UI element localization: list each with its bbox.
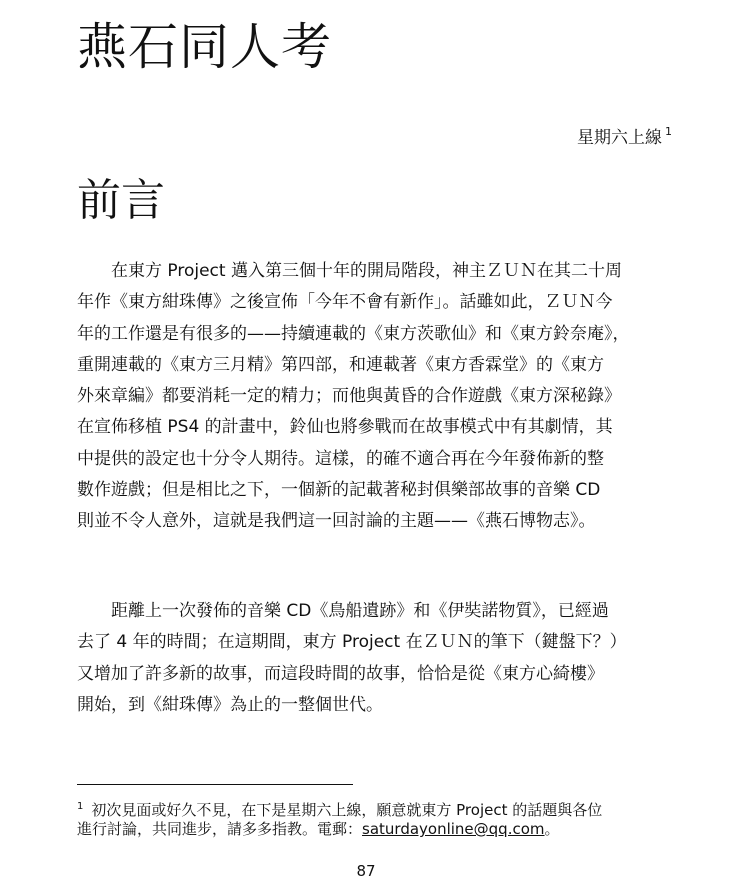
paragraph-line: 年作《東方紺珠傳》之後宣佈「今年不會有新作」。話雖如此，ＺＵＮ今 <box>77 292 613 313</box>
footnote <box>77 795 677 841</box>
paragraph-line: 去了 4 年的時間；在這期間，東方 Project 在ＺＵＮ的筆下（鍵盤下？） <box>77 632 627 653</box>
author-byline <box>577 120 672 150</box>
footnote-text: 初次見面或好久不見，在下是星期六上線，願意就東方 Project 的話題與各位 <box>91 801 603 819</box>
footnote-divider <box>77 784 353 785</box>
paragraph-line: 在宣佈移植 PS4 的計畫中，鈴仙也將參戰而在故事模式中有其劇情，其 <box>77 417 613 438</box>
paragraph-line: 外來章編》都要消耗一定的精力；而他與黃昏的合作遊戲《東方深秘錄》 <box>77 386 621 407</box>
paragraph-2 <box>77 596 677 721</box>
paragraph-1 <box>77 256 677 538</box>
section-heading: 前言 <box>77 175 165 226</box>
paragraph-line: 數作遊戲；但是相比之下，一個新的記載著秘封俱樂部故事的音樂 CD <box>77 480 601 501</box>
email-link[interactable]: saturdayonline@qq.com <box>362 820 545 838</box>
paragraph-line: 則並不令人意外，這就是我們這一回討論的主題——《燕石博物志》。 <box>77 511 596 532</box>
paragraph-line: 年的工作還是有很多的——持續連載的《東方茨歌仙》和《東方鈴奈庵》， <box>77 323 630 344</box>
page-number: 87 <box>356 862 376 880</box>
paragraph-line: 開始，到《紺珠傳》為止的一整個世代。 <box>77 694 383 715</box>
paragraph-line: 在東方 Project 邁入第三個十年的開局階段，神主ＺＵＮ在其二十周 <box>77 261 622 281</box>
document-title: 燕石同人考 <box>77 18 332 76</box>
footnote-ref[interactable]: 1 <box>665 125 672 138</box>
paragraph-line: 重開連載的《東方三月精》第四部，和連載著《東方香霖堂》的《東方 <box>77 354 604 375</box>
footnote-text: 進行討論，共同進步，請多多指教。電郵： <box>77 820 363 838</box>
paragraph-line: 中提供的設定也十分令人期待。這樣，的確不適合再在今年發佈新的整 <box>77 448 604 469</box>
footnote-number: 1 <box>77 801 84 812</box>
paragraph-line: 又增加了許多新的故事，而這段時間的故事，恰恰是從《東方心綺樓》 <box>77 663 604 684</box>
footnote-text: 。 <box>544 820 560 838</box>
paragraph-line: 距離上一次發佈的音樂 CD《鳥船遺跡》和《伊奘諾物質》，已經過 <box>77 601 609 621</box>
footnote-line <box>77 795 677 818</box>
author-name: 星期六上線 <box>577 128 662 148</box>
footnote-line <box>77 818 677 841</box>
